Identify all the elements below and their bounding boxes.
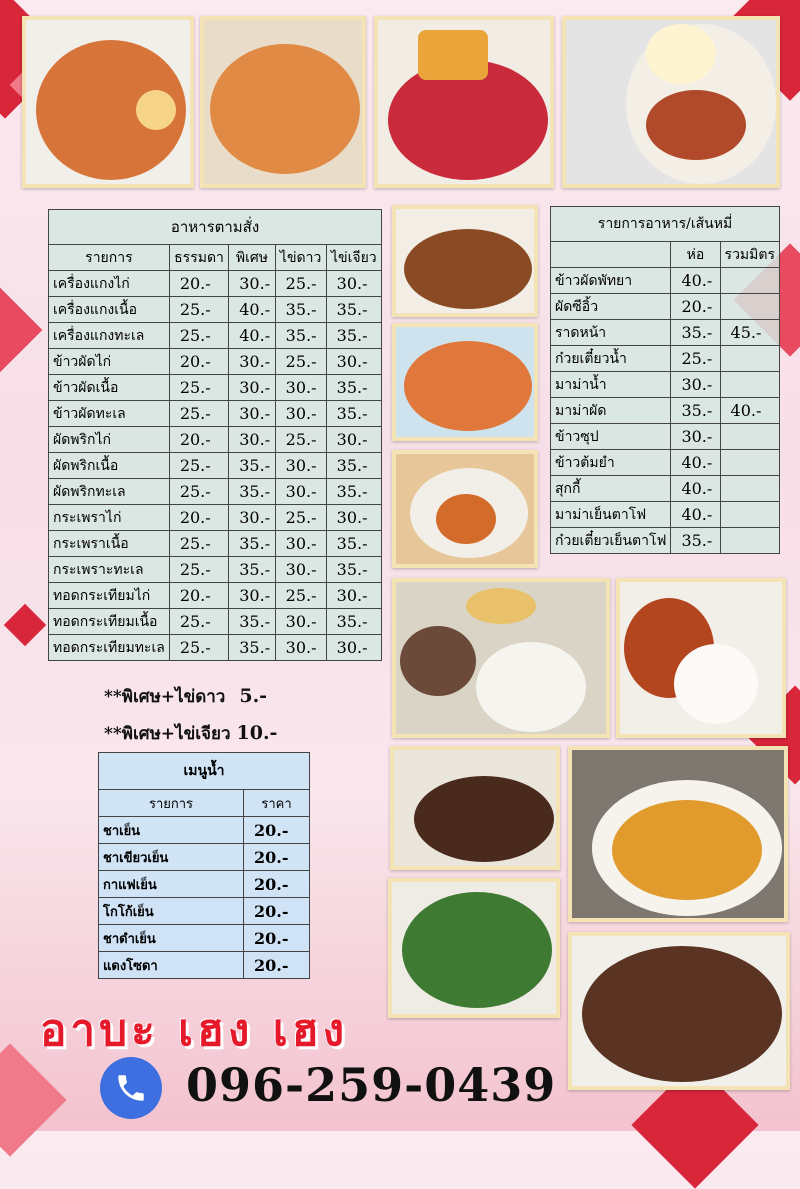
table-row bbox=[99, 844, 310, 871]
shop-name: อาบะ เฮง เฮง bbox=[40, 1005, 349, 1056]
price-cell: 30.- bbox=[275, 635, 326, 661]
extra-price: 10.- bbox=[236, 722, 278, 744]
dish-name: ผัดซีอิ้ว bbox=[551, 294, 671, 320]
food-photo-tom-yum-noodle bbox=[200, 16, 366, 188]
drink-name: โกโก้เย็น bbox=[99, 898, 244, 925]
price-cell: 40.- bbox=[671, 502, 720, 528]
price-cell: 35.- bbox=[326, 297, 381, 323]
dish-name: ข้าวผัดพัทยา bbox=[551, 268, 671, 294]
dish-name: ทอดกระเทียมทะเล bbox=[49, 635, 170, 661]
drink-name: กาแฟเย็น bbox=[99, 871, 244, 898]
price-cell: 45.- bbox=[720, 320, 779, 346]
price-cell bbox=[720, 528, 779, 554]
dish-name: มาม่าเย็นตาโฟ bbox=[551, 502, 671, 528]
price-cell: 35.- bbox=[229, 635, 275, 661]
price-cell: 35.- bbox=[671, 398, 720, 424]
price-cell: 25.- bbox=[169, 609, 228, 635]
column-header: ไข่เจียว bbox=[326, 245, 381, 271]
food-photo-stir-fry-with-rice bbox=[616, 578, 786, 738]
main-menu-header-row bbox=[49, 245, 382, 271]
phone-icon bbox=[100, 1057, 162, 1119]
dish-name: กระเพราะทะเล bbox=[49, 557, 170, 583]
price-cell: 40.- bbox=[229, 323, 275, 349]
dish-name: ข้าวผัดไก่ bbox=[49, 349, 170, 375]
price-cell: 25.- bbox=[275, 349, 326, 375]
table-row bbox=[99, 871, 310, 898]
price-cell: 30.- bbox=[275, 531, 326, 557]
price-cell: 25.- bbox=[169, 557, 228, 583]
extra-label: **พิเศษ+ไข่ดาว bbox=[104, 687, 226, 707]
background-diamond bbox=[0, 288, 42, 373]
food-photo-curry-with-rice bbox=[568, 746, 788, 922]
price-cell: 35.- bbox=[229, 557, 275, 583]
price-cell: 25.- bbox=[169, 375, 228, 401]
table-row bbox=[49, 427, 382, 453]
price-cell: 20.- bbox=[671, 294, 720, 320]
price-cell: 20.- bbox=[244, 925, 310, 952]
price-cell: 30.- bbox=[229, 271, 275, 297]
dish-name: ข้าวผัดทะเล bbox=[49, 401, 170, 427]
table-row bbox=[551, 476, 780, 502]
dish-name: ทอดกระเทียมเนื้อ bbox=[49, 609, 170, 635]
dish-name: ผัดพริกไก่ bbox=[49, 427, 170, 453]
column-header: ห่อ bbox=[671, 242, 720, 268]
background-diamond bbox=[4, 604, 46, 646]
food-photo-basil-rice-fried-egg bbox=[562, 16, 780, 188]
table-row bbox=[551, 268, 780, 294]
main-menu-table bbox=[48, 209, 382, 661]
price-cell: 35.- bbox=[275, 323, 326, 349]
price-cell: 35.- bbox=[326, 453, 381, 479]
table-row bbox=[49, 453, 382, 479]
column-header: รายการ bbox=[99, 790, 244, 817]
dish-name: ข้าวผัดเนื้อ bbox=[49, 375, 170, 401]
price-cell bbox=[720, 502, 779, 528]
table-row bbox=[49, 479, 382, 505]
table-row bbox=[551, 502, 780, 528]
price-cell: 20.- bbox=[169, 349, 228, 375]
food-photo-tom-yum-bowl bbox=[392, 323, 538, 441]
price-cell: 35.- bbox=[229, 609, 275, 635]
price-cell: 35.- bbox=[229, 531, 275, 557]
dish-name: ผัดพริกเนื้อ bbox=[49, 453, 170, 479]
table-row bbox=[99, 898, 310, 925]
price-cell: 25.- bbox=[169, 531, 228, 557]
table-row bbox=[551, 346, 780, 372]
price-cell: 35.- bbox=[326, 401, 381, 427]
price-cell bbox=[720, 268, 779, 294]
table-row bbox=[551, 424, 780, 450]
dish-name: ราดหน้า bbox=[551, 320, 671, 346]
extra-price: 5.- bbox=[239, 685, 268, 707]
price-cell: 35.- bbox=[326, 479, 381, 505]
column-header: รวมมิตร bbox=[720, 242, 779, 268]
price-cell: 35.- bbox=[229, 479, 275, 505]
price-cell: 35.- bbox=[326, 609, 381, 635]
price-cell: 20.- bbox=[169, 427, 228, 453]
price-cell: 30.- bbox=[326, 427, 381, 453]
price-cell bbox=[720, 476, 779, 502]
drink-menu-title: เมนูน้ำ bbox=[99, 753, 310, 790]
price-cell: 20.- bbox=[169, 271, 228, 297]
price-cell: 25.- bbox=[169, 635, 228, 661]
extra-fried-egg-note bbox=[104, 683, 267, 710]
table-row bbox=[49, 505, 382, 531]
extra-omelette-note bbox=[104, 720, 277, 747]
food-photo-garlic-beef-rice bbox=[568, 932, 790, 1090]
table-row bbox=[99, 952, 310, 979]
table-row bbox=[99, 925, 310, 952]
price-cell: 30.- bbox=[229, 401, 275, 427]
food-photo-yentafo bbox=[374, 16, 554, 188]
price-cell: 30.- bbox=[671, 424, 720, 450]
dish-name: ก๋วยเตี๋ยวเย็นตาโฟ bbox=[551, 528, 671, 554]
table-row bbox=[49, 531, 382, 557]
dish-name: ผัดพริกทะเล bbox=[49, 479, 170, 505]
dish-name: เครื่องแกงไก่ bbox=[49, 271, 170, 297]
table-row bbox=[49, 375, 382, 401]
price-cell: 30.- bbox=[326, 583, 381, 609]
dish-name: เครื่องแกงทะเล bbox=[49, 323, 170, 349]
price-cell: 30.- bbox=[229, 583, 275, 609]
price-cell: 30.- bbox=[275, 609, 326, 635]
drink-name: ชาเขียวเย็น bbox=[99, 844, 244, 871]
table-row bbox=[49, 297, 382, 323]
drink-name: แดงโซดา bbox=[99, 952, 244, 979]
table-row bbox=[49, 635, 382, 661]
price-cell: 25.- bbox=[169, 297, 228, 323]
price-cell: 25.- bbox=[169, 453, 228, 479]
price-cell: 40.- bbox=[229, 297, 275, 323]
main-menu-title: อาหารตามสั่ง bbox=[49, 210, 382, 245]
price-cell bbox=[720, 450, 779, 476]
table-row bbox=[49, 609, 382, 635]
price-cell: 20.- bbox=[244, 898, 310, 925]
price-cell bbox=[720, 424, 779, 450]
price-cell: 30.- bbox=[275, 557, 326, 583]
price-cell: 30.- bbox=[229, 427, 275, 453]
table-row bbox=[49, 271, 382, 297]
price-cell: 35.- bbox=[671, 320, 720, 346]
price-cell: 20.- bbox=[244, 871, 310, 898]
column-header: ไข่ดาว bbox=[275, 245, 326, 271]
price-cell: 30.- bbox=[326, 271, 381, 297]
table-row bbox=[49, 401, 382, 427]
food-photo-beef-stir-fry bbox=[390, 746, 560, 870]
price-cell: 40.- bbox=[671, 450, 720, 476]
dish-name: ก๋วยเตี๋ยวน้ำ bbox=[551, 346, 671, 372]
price-cell: 35.- bbox=[326, 531, 381, 557]
dish-name: เครื่องแกงเนื้อ bbox=[49, 297, 170, 323]
price-cell: 25.- bbox=[169, 323, 228, 349]
price-cell bbox=[720, 346, 779, 372]
price-cell: 30.- bbox=[671, 372, 720, 398]
price-cell: 30.- bbox=[275, 479, 326, 505]
price-cell: 40.- bbox=[671, 268, 720, 294]
price-cell: 35.- bbox=[326, 375, 381, 401]
table-row bbox=[551, 398, 780, 424]
table-row bbox=[99, 817, 310, 844]
table-row bbox=[551, 372, 780, 398]
price-cell: 25.- bbox=[275, 505, 326, 531]
price-cell: 30.- bbox=[229, 349, 275, 375]
price-cell: 30.- bbox=[229, 375, 275, 401]
price-cell: 30.- bbox=[275, 453, 326, 479]
price-cell: 20.- bbox=[169, 505, 228, 531]
drink-name: ชาเย็น bbox=[99, 817, 244, 844]
noodle-menu-table bbox=[550, 206, 780, 554]
price-cell: 30.- bbox=[326, 505, 381, 531]
price-cell: 25.- bbox=[169, 479, 228, 505]
price-cell: 35.- bbox=[326, 323, 381, 349]
price-cell: 20.- bbox=[244, 817, 310, 844]
extra-label: **พิเศษ+ไข่เจียว bbox=[104, 724, 231, 744]
column-header: ราคา bbox=[244, 790, 310, 817]
dish-name: มาม่าผัด bbox=[551, 398, 671, 424]
table-row bbox=[49, 557, 382, 583]
dish-name: กระเพราเนื้อ bbox=[49, 531, 170, 557]
dish-name: ทอดกระเทียมไก่ bbox=[49, 583, 170, 609]
column-header: ธรรมดา bbox=[169, 245, 228, 271]
phone-number[interactable]: 096-259-0439 bbox=[186, 1058, 557, 1112]
column-header: รายการ bbox=[49, 245, 170, 271]
table-row bbox=[551, 294, 780, 320]
price-cell: 25.- bbox=[671, 346, 720, 372]
price-cell: 25.- bbox=[275, 427, 326, 453]
price-cell: 35.- bbox=[275, 297, 326, 323]
dish-name: กระเพราไก่ bbox=[49, 505, 170, 531]
dish-name: มาม่าน้ำ bbox=[551, 372, 671, 398]
drink-name: ชาดำเย็น bbox=[99, 925, 244, 952]
table-row bbox=[49, 323, 382, 349]
price-cell: 20.- bbox=[244, 952, 310, 979]
price-cell: 40.- bbox=[671, 476, 720, 502]
drink-menu-header-row bbox=[99, 790, 310, 817]
price-cell: 35.- bbox=[671, 528, 720, 554]
price-cell: 30.- bbox=[326, 635, 381, 661]
price-cell: 25.- bbox=[169, 401, 228, 427]
food-photo-rice-set-meal bbox=[392, 578, 610, 738]
price-cell: 30.- bbox=[229, 505, 275, 531]
food-photo-seafood-greens bbox=[388, 878, 560, 1018]
noodle-menu-header-row bbox=[551, 242, 780, 268]
price-cell: 25.- bbox=[275, 583, 326, 609]
table-row bbox=[49, 349, 382, 375]
price-cell: 35.- bbox=[326, 557, 381, 583]
food-photo-rice-stir-fry bbox=[392, 450, 538, 568]
table-row bbox=[551, 450, 780, 476]
price-cell: 30.- bbox=[326, 349, 381, 375]
price-cell: 40.- bbox=[720, 398, 779, 424]
food-photo-pepper-stir-fry bbox=[392, 205, 538, 317]
table-row bbox=[551, 528, 780, 554]
price-cell bbox=[720, 294, 779, 320]
price-cell: 30.- bbox=[275, 375, 326, 401]
price-cell: 30.- bbox=[275, 401, 326, 427]
drink-menu-table bbox=[98, 752, 310, 979]
price-cell bbox=[720, 372, 779, 398]
dish-name: ข้าวซุป bbox=[551, 424, 671, 450]
column-header: พิเศษ bbox=[229, 245, 275, 271]
dish-name: สุกกี้ bbox=[551, 476, 671, 502]
price-cell: 25.- bbox=[275, 271, 326, 297]
price-cell: 35.- bbox=[229, 453, 275, 479]
table-row bbox=[49, 583, 382, 609]
dish-name: ข้าวต้มยำ bbox=[551, 450, 671, 476]
price-cell: 20.- bbox=[244, 844, 310, 871]
noodle-menu-title: รายการอาหาร/เส้นหมี่ bbox=[551, 207, 780, 242]
table-row bbox=[551, 320, 780, 346]
food-photo-curry-noodle-soup bbox=[22, 16, 194, 188]
price-cell: 20.- bbox=[169, 583, 228, 609]
column-header bbox=[551, 242, 671, 268]
